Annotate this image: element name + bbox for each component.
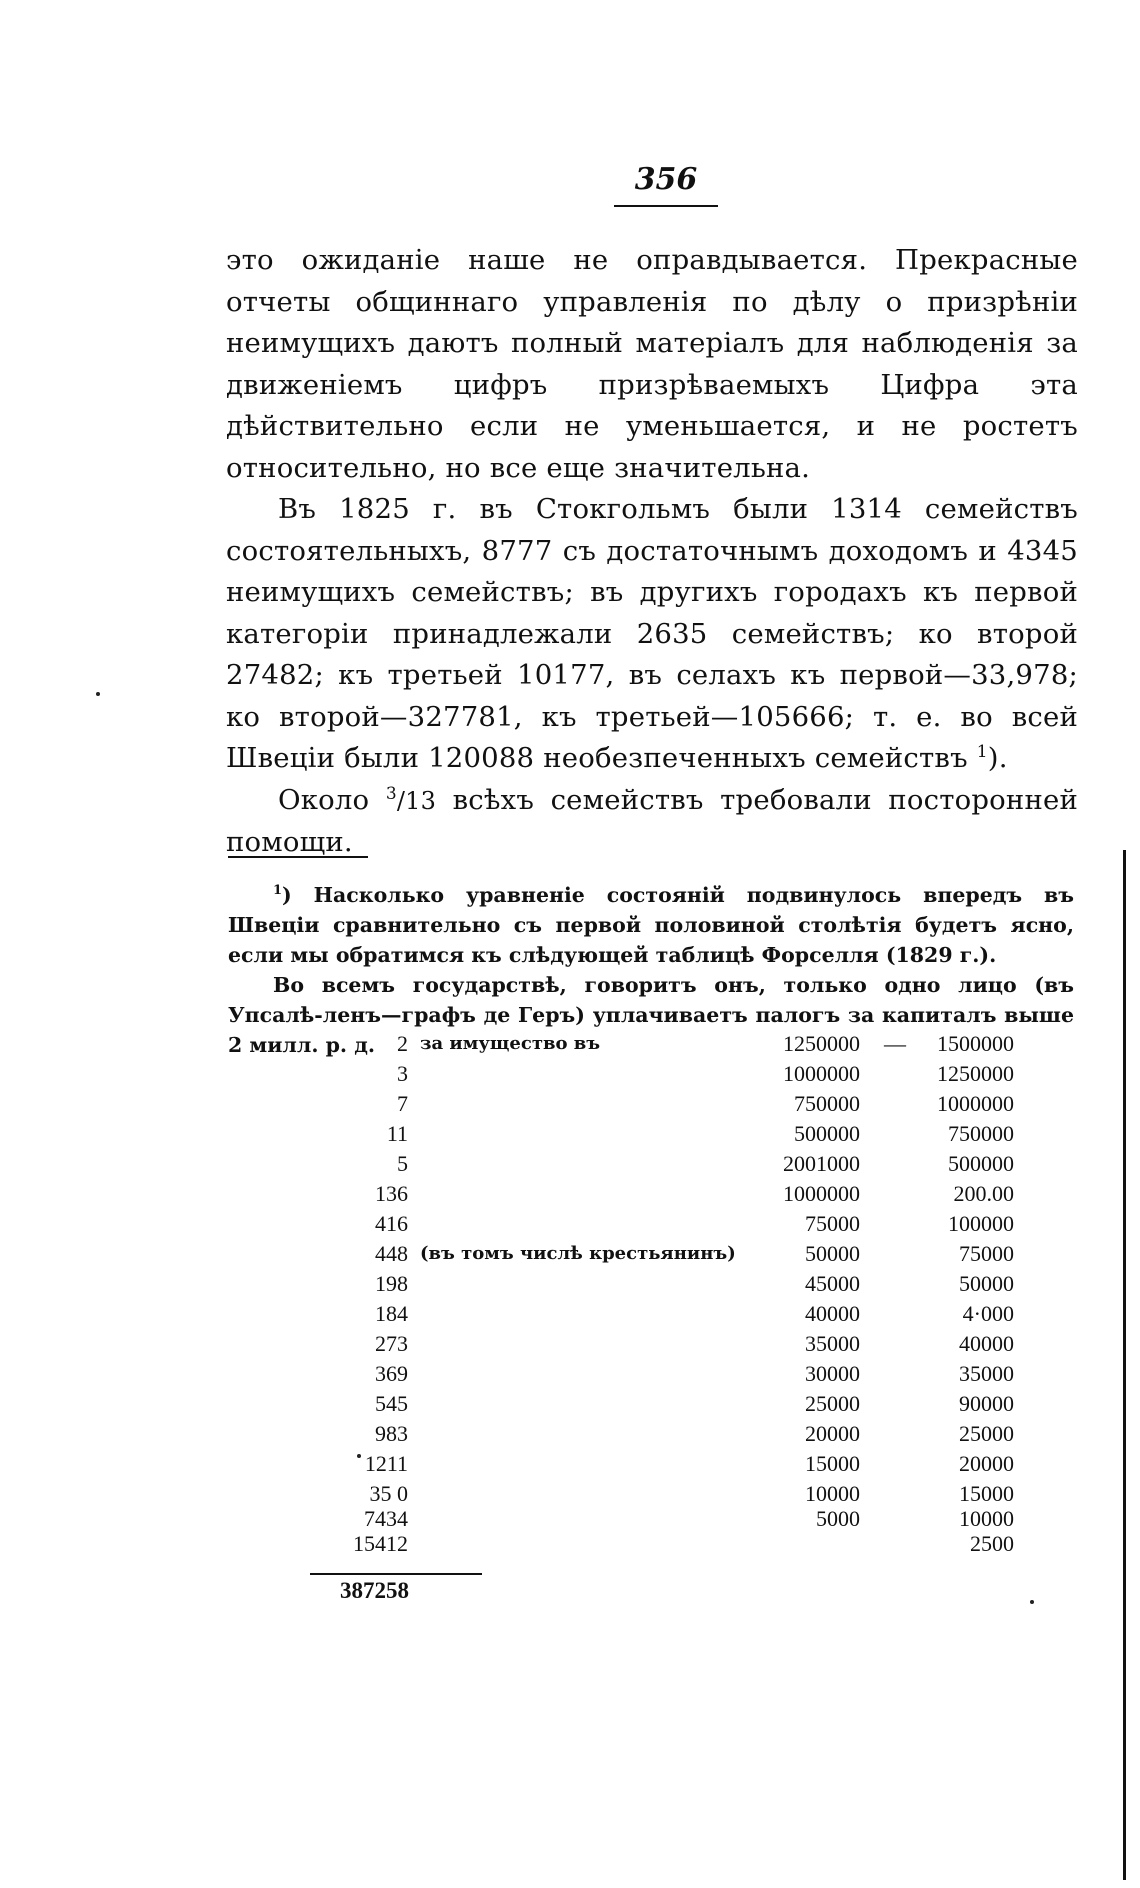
paragraph-3-start: Около bbox=[278, 783, 370, 816]
row-count: 5 bbox=[397, 1151, 408, 1176]
row-from-amount: 50000 bbox=[805, 1241, 860, 1266]
footnote-text-1: Насколько уравненіе состояній подвинулось впередъ въ Швеціи сравнительно съ первой половиной столѣтія будетъ ясно, если мы обратимся къ слѣдующей таблицѣ Форселля (1829 г.). bbox=[228, 883, 1074, 967]
row-count: 35 0 bbox=[369, 1481, 408, 1506]
table-row bbox=[228, 1531, 1074, 1556]
main-text bbox=[226, 240, 1078, 864]
paragraph-2-text: Въ 1825 г. въ Стокгольмъ были 1314 семействъ состоятельныхъ, 8777 съ достаточнымъ доходомъ и 4345 неимущихъ семействъ; въ другихъ городахъ къ первой категоріи принадлежали 2635 семействъ; ко второй 27482; къ третьей 10177, въ селахъ къ первой—33,978; ко второй—327781, къ третьей—105666; т. е. во всей Швеціи были 120088 необезпеченныхъ семействъ bbox=[226, 493, 1078, 774]
row-from-amount: 25000 bbox=[805, 1391, 860, 1416]
table-row bbox=[228, 1301, 1074, 1331]
paragraph-2-end: ). bbox=[987, 742, 1008, 774]
row-count: 448 bbox=[375, 1241, 408, 1266]
row-to-amount: 1250000 bbox=[937, 1061, 1014, 1086]
table-row bbox=[228, 1331, 1074, 1361]
row-from-amount: 5000 bbox=[816, 1506, 860, 1531]
row-count: 7 bbox=[397, 1091, 408, 1116]
footnote-marker: 1 bbox=[273, 883, 283, 899]
scan-speck bbox=[1030, 1600, 1034, 1604]
row-from-amount: 1000000 bbox=[783, 1181, 860, 1206]
scan-edge-line bbox=[1123, 850, 1126, 1880]
row-to-amount: 15000 bbox=[959, 1481, 1014, 1506]
table-row bbox=[228, 1031, 1074, 1061]
row-to-amount: 2500 bbox=[970, 1531, 1014, 1556]
footnote-reference[interactable]: 1 bbox=[976, 741, 988, 762]
sum-rule bbox=[310, 1573, 482, 1575]
table-row bbox=[228, 1181, 1074, 1211]
table-row bbox=[228, 1481, 1074, 1506]
row-from-amount: 500000 bbox=[794, 1121, 860, 1146]
row-from-amount: 2001000 bbox=[783, 1151, 860, 1176]
footnote-divider bbox=[228, 856, 368, 858]
table-row bbox=[228, 1421, 1074, 1451]
row-from-amount: 15000 bbox=[805, 1451, 860, 1476]
paragraph-3-end: всѣхъ семействъ требовали посторонней помощи. bbox=[226, 783, 1078, 858]
row-to-amount: 4·000 bbox=[962, 1301, 1014, 1326]
paragraph-1: это ожиданіе наше не оправдывается. Прекрасные отчеты общиннаго управленія по дѣлу о призрѣніи неимущихъ даютъ полный матеріалъ для наблюденія за движеніемъ цифръ призрѣваемыхъ Цифра эта дѣйствительно если не уменьшается, и не ростетъ относительно, но все еще значительна. bbox=[226, 244, 1078, 484]
fraction-numerator: 3 bbox=[385, 783, 397, 804]
row-to-amount: 100000 bbox=[948, 1211, 1014, 1236]
row-count: 545 bbox=[375, 1391, 408, 1416]
table-row bbox=[228, 1451, 1074, 1481]
row-to-amount: 50000 bbox=[959, 1271, 1014, 1296]
row-from-amount: 1250000 bbox=[783, 1031, 860, 1056]
row-count: 416 bbox=[375, 1211, 408, 1236]
row-count: 198 bbox=[375, 1271, 408, 1296]
fraction-denominator: /13 bbox=[396, 786, 437, 815]
row-to-amount: 20000 bbox=[959, 1451, 1014, 1476]
paragraph-3 bbox=[226, 780, 1078, 864]
row-from-amount: 40000 bbox=[805, 1301, 860, 1326]
row-to-amount: 1000000 bbox=[937, 1091, 1014, 1116]
row-count: 273 bbox=[375, 1331, 408, 1356]
row-from-amount: 750000 bbox=[794, 1091, 860, 1116]
row-from-amount: 30000 bbox=[805, 1361, 860, 1386]
table-row bbox=[228, 1361, 1074, 1391]
table-row bbox=[228, 1241, 1074, 1271]
row-from-amount: 45000 bbox=[805, 1271, 860, 1296]
row-from-amount: 20000 bbox=[805, 1421, 860, 1446]
row-count: 369 bbox=[375, 1361, 408, 1386]
table-row bbox=[228, 1391, 1074, 1421]
row-count: 184 bbox=[375, 1301, 408, 1326]
row-count: 1211 bbox=[364, 1451, 408, 1476]
row-count: 2 bbox=[397, 1031, 408, 1056]
scan-speck bbox=[357, 1454, 361, 1458]
row-count: 15412 bbox=[353, 1531, 408, 1556]
table-total: 387258 bbox=[340, 1578, 409, 1603]
table-row bbox=[228, 1211, 1074, 1241]
row-to-amount: 75000 bbox=[959, 1241, 1014, 1266]
table-row bbox=[228, 1091, 1074, 1121]
row-count: 11 bbox=[386, 1121, 408, 1146]
row-count: 136 bbox=[375, 1181, 408, 1206]
row-count: 7434 bbox=[364, 1506, 408, 1531]
row-from-amount: 75000 bbox=[805, 1211, 860, 1236]
table-row bbox=[228, 1061, 1074, 1091]
row-range-dash: — bbox=[884, 1031, 906, 1056]
row-note: (въ томъ числѣ крестьянинъ) bbox=[420, 1243, 736, 1264]
row-from-amount: 1000000 bbox=[783, 1061, 860, 1086]
table-row bbox=[228, 1506, 1074, 1531]
paragraph-2 bbox=[226, 489, 1078, 780]
table-row bbox=[228, 1151, 1074, 1181]
row-note: за имущество въ bbox=[420, 1033, 601, 1054]
row-to-amount: 10000 bbox=[959, 1506, 1014, 1531]
scan-speck bbox=[96, 692, 100, 696]
row-from-amount: 10000 bbox=[805, 1481, 860, 1506]
row-count: 3 bbox=[397, 1061, 408, 1086]
row-to-amount: 25000 bbox=[959, 1421, 1014, 1446]
row-to-amount: 90000 bbox=[959, 1391, 1014, 1416]
tax-table bbox=[228, 1031, 1074, 1556]
footnote-paragraph-1: $^1$) Насколько уравненіе состояній подвинулось впередъ въ Швеціи сравнительно съ первой половиной столѣтія будетъ ясно, если мы обратимся къ слѣдующей таблицѣ Форселля (1829 г.). bbox=[228, 883, 1074, 967]
footnote-paragraph-2: Во всемъ государствѣ, говоритъ онъ, только одно лицо (въ Упсалѣ-ленъ—графъ де Геръ) уплачиваетъ палогъ за капиталъ выше 2 милл. р. д. bbox=[228, 973, 1074, 1057]
row-to-amount: 200.00 bbox=[953, 1181, 1014, 1206]
row-count: 983 bbox=[375, 1421, 408, 1446]
table-row bbox=[228, 1121, 1074, 1151]
row-to-amount: 40000 bbox=[959, 1331, 1014, 1356]
row-to-amount: 750000 bbox=[948, 1121, 1014, 1146]
table-row bbox=[228, 1271, 1074, 1301]
row-to-amount: 500000 bbox=[948, 1151, 1014, 1176]
page-number: 356 bbox=[614, 162, 718, 207]
row-from-amount: 35000 bbox=[805, 1331, 860, 1356]
row-to-amount: 35000 bbox=[959, 1361, 1014, 1386]
row-to-amount: 1500000 bbox=[937, 1031, 1014, 1056]
